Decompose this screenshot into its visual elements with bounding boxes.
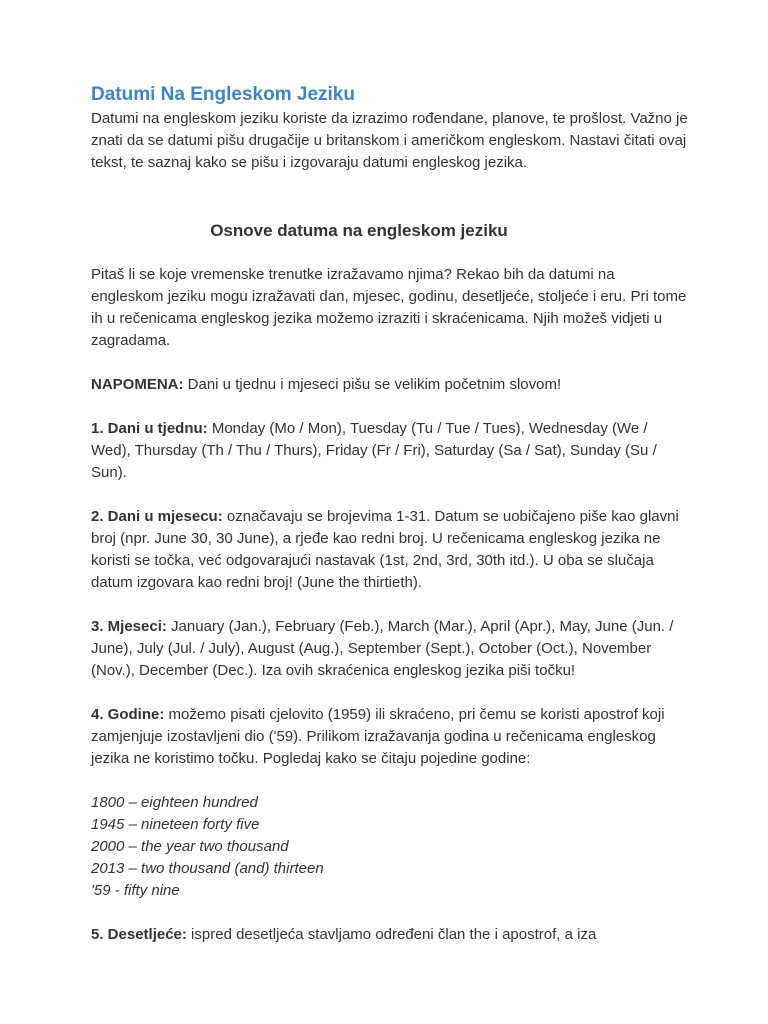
item-years bbox=[91, 704, 691, 770]
year-examples-list bbox=[91, 792, 691, 902]
item-text: možemo pisati cjelovito (1959) ili skraćeno, pri čemu se koristi apostrof koji zamjenjuje izostavljeni dio ('59). Prilikom izražavanja godina u rečenicama engleskog jezika ne koristimo točku. Pogledaj kako se čitaju pojedine godine: bbox=[91, 706, 665, 767]
document-content bbox=[91, 83, 691, 946]
year-example: '59 - fifty nine bbox=[91, 882, 180, 899]
year-example: 2013 – two thousand (and) thirteen bbox=[91, 860, 324, 877]
item-text: Monday (Mo / Mon), Tuesday (Tu / Tue / Tues), Wednesday (We / Wed), Thursday (Th / Thu / Thurs), Friday (Fr / Fri), Saturday (Sa / Sat), Sunday (Su / Sun). bbox=[91, 420, 657, 481]
item-months bbox=[91, 616, 691, 682]
item-days-of-month bbox=[91, 506, 691, 594]
item-text: January (Jan.), February (Feb.), March (Mar.), April (Apr.), May, June (Jun. / June), July (Jul. / July), August (Aug.), September (Sept.), October (Oct.), November (Nov.), December (Dec.). Iza ovih skraćenica engleskog jezika piši točku! bbox=[91, 618, 674, 679]
year-example: 1800 – eighteen hundred bbox=[91, 794, 258, 811]
year-example: 1945 – nineteen forty five bbox=[91, 816, 260, 833]
intro-paragraph: Datumi na engleskom jeziku koriste da izrazimo rođendane, planove, te prošlost. Važno je znati da se datumi pišu drugačije u britanskom i američkom engleskom. Nastavi čitati ovaj tekst, te saznaj kako se pišu i izgovaraju datumi engleskog jezika. bbox=[91, 110, 688, 171]
item-label: 1. Dani u tjednu: bbox=[91, 420, 208, 437]
item-label: 3. Mjeseci: bbox=[91, 618, 167, 635]
note-text: Dani u tjednu i mjeseci pišu se velikim početnim slovom! bbox=[183, 376, 562, 393]
item-label: 4. Godine: bbox=[91, 706, 165, 723]
item-label: 5. Desetljeće: bbox=[91, 926, 187, 943]
item-decade bbox=[91, 924, 691, 946]
document-title: Datumi Na Engleskom Jeziku bbox=[91, 84, 355, 105]
note-paragraph bbox=[91, 374, 691, 396]
item-days-of-week bbox=[91, 418, 691, 484]
basics-paragraph: Pitaš li se koje vremenske trenutke izražavamo njima? Rekao bih da datumi na engleskom jeziku mogu izražavati dan, mjesec, godinu, desetljeće, stoljeće i eru. Pri tome ih u rečenicama engleskog jezika možemo izraziti i skraćenicama. Njih možeš vidjeti u zagradama. bbox=[91, 266, 687, 349]
item-text: ispred desetljeća stavljamo određeni član the i apostrof, a iza bbox=[186, 926, 597, 943]
year-example: 2000 – the year two thousand bbox=[91, 838, 289, 855]
item-label: 2. Dani u mjesecu: bbox=[91, 508, 223, 525]
note-label: NAPOMENA: bbox=[91, 376, 184, 393]
section-heading: Osnove datuma na engleskom jeziku bbox=[210, 221, 508, 240]
item-text: označavaju se brojevima 1-31. Datum se uobičajeno piše kao glavni broj (npr. June 30, 30 June), a rjeđe kao redni broj. U rečenicama engleskog jezika ne koristi se točka, već odgovarajući nastavak (1st, 2nd, 3rd, 30th itd.). U oba se slučaja datum izgovara kao redni broj! (June the thirtieth). bbox=[91, 508, 679, 591]
